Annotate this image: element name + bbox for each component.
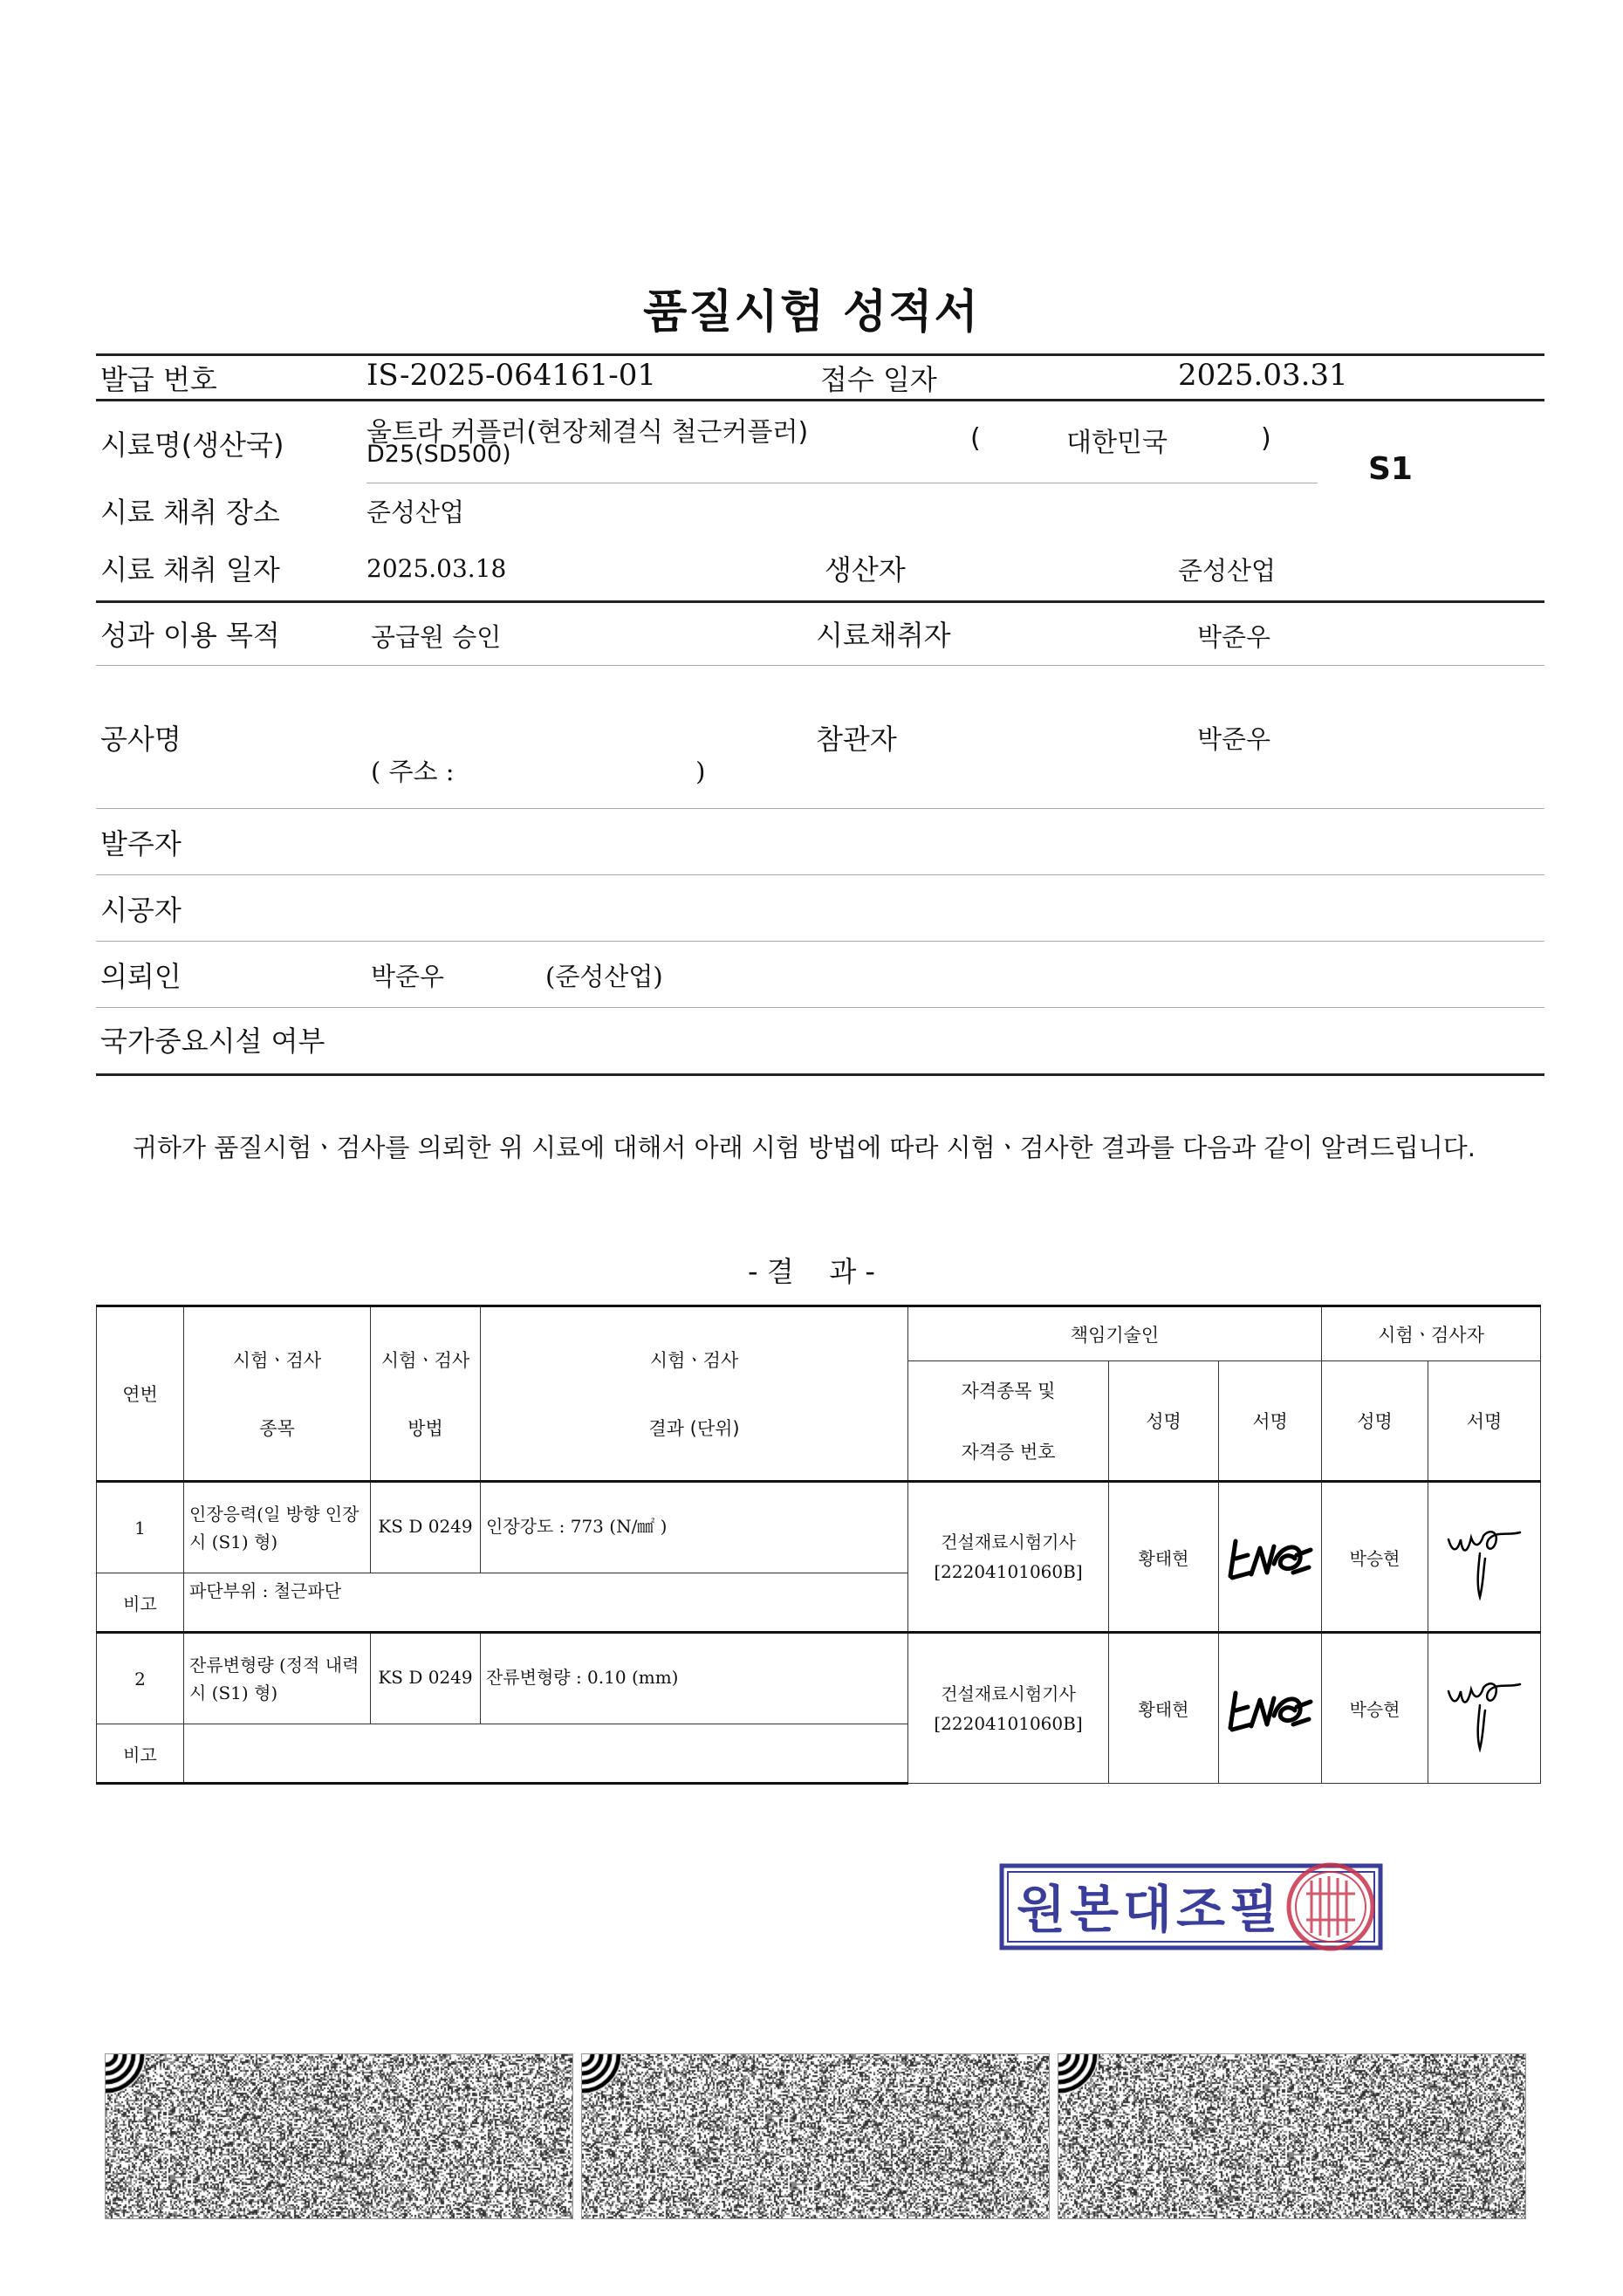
- header-engineer: 책임기술인: [908, 1306, 1322, 1361]
- rule: [96, 808, 1544, 809]
- sampling-date-label: 시료 채취 일자: [100, 553, 280, 586]
- signature-image: [1445, 1513, 1524, 1600]
- rule: [96, 874, 1544, 875]
- country: 대한민국: [1066, 428, 1168, 458]
- rule: [96, 1007, 1544, 1008]
- header-engineer-name: 성명: [1109, 1361, 1219, 1482]
- producer-label: 생산자: [825, 553, 906, 586]
- original-copy-stamp: [999, 1859, 1383, 1955]
- sampling-place-label: 시료 채취 장소: [100, 496, 280, 529]
- pattern-canvas: [1058, 2054, 1525, 2218]
- signature-image: [1445, 1665, 1524, 1752]
- row-item: 잔류변형량 (정적 내력시 (S1) 형): [184, 1633, 371, 1724]
- sampler: 박준우: [1197, 622, 1271, 652]
- sampler-label: 시료채취자: [816, 619, 951, 652]
- encoded-pattern: [581, 2053, 1050, 2219]
- signature-image: [1225, 1681, 1316, 1737]
- remark-label: 비고: [97, 1724, 184, 1784]
- encoded-pattern: [105, 2053, 573, 2219]
- engineer-signature: [1219, 1633, 1322, 1784]
- row-tester-name: 박승현: [1322, 1633, 1428, 1784]
- row-result: 인장강도 : 773 (N/㎟ ): [481, 1482, 908, 1573]
- tester-signature: [1428, 1633, 1541, 1784]
- producer: 준성산업: [1178, 556, 1277, 586]
- document-title: 품질시험 성적서: [643, 286, 980, 339]
- row-tester-name: 박승현: [1322, 1482, 1428, 1633]
- paren-open: (: [970, 423, 981, 454]
- result-title: - 결 과 -: [748, 1255, 875, 1288]
- row-remark: [184, 1724, 908, 1784]
- header-qualification: 자격종목 및 자격증 번호: [908, 1361, 1109, 1482]
- sampling-date: 2025.03.18: [366, 554, 507, 583]
- row-remark: 파단부위 : 철근파단: [184, 1573, 908, 1633]
- pattern-canvas: [582, 2054, 1049, 2218]
- header-item: 시험ㆍ검사 종목: [184, 1306, 371, 1482]
- paren-close: ): [1261, 423, 1271, 454]
- rule: [96, 353, 1544, 356]
- stamp-icon: [999, 1859, 1383, 1955]
- encoded-pattern: [1058, 2053, 1526, 2219]
- header-method: 시험ㆍ검사 방법: [371, 1306, 481, 1482]
- row-item: 인장응력(일 방향 인장 시 (S1) 형): [184, 1482, 371, 1573]
- row-method: KS D 0249: [371, 1633, 481, 1724]
- contractor-label: 시공자: [100, 894, 181, 927]
- row-qualification: 건설재료시험기사 [22204101060B]: [908, 1633, 1109, 1784]
- remark-label: 비고: [97, 1573, 184, 1633]
- witness: 박준우: [1197, 724, 1271, 754]
- receipt-date-label: 접수 일자: [820, 363, 937, 396]
- stamp-text: 원본대조필: [1017, 1880, 1278, 1939]
- sample-code: S1: [1368, 451, 1413, 487]
- header-result: 시험ㆍ검사 결과 (단위): [481, 1306, 908, 1482]
- address: ( 주소 : ): [371, 757, 706, 786]
- header-tester-sign: 서명: [1428, 1361, 1541, 1482]
- engineer-signature: [1219, 1482, 1322, 1633]
- rule: [96, 941, 1544, 942]
- rule: [96, 399, 1544, 401]
- purpose-label: 성과 이용 목적: [100, 619, 280, 652]
- client-label: 의뢰인: [100, 960, 181, 993]
- rule: [96, 1073, 1544, 1076]
- intro-paragraph: 귀하가 품질시험ㆍ검사를 의뢰한 위 시료에 대해서 아래 시험 방법에 따라 시험ㆍ검사한 결과를 다음과 같이 알려드립니다.: [133, 1133, 1476, 1162]
- row-result: 잔류변형량 : 0.10 (mm): [481, 1633, 908, 1724]
- row-no: 2: [97, 1633, 184, 1724]
- signature-image: [1225, 1529, 1316, 1585]
- tester-signature: [1428, 1482, 1541, 1633]
- row-no: 1: [97, 1482, 184, 1573]
- results-table: [96, 1305, 1541, 1785]
- sample-name-line1: 울트라 커플러(현장체결식 철근커플러): [366, 417, 809, 448]
- client: 박준우: [371, 962, 445, 991]
- sampling-place: 준성산업: [366, 497, 465, 527]
- header-engineer-sign: 서명: [1219, 1361, 1322, 1482]
- header-tester: 시험ㆍ검사자: [1322, 1306, 1541, 1361]
- sample-name-label: 시료명(생산국): [100, 428, 284, 462]
- row-method: KS D 0249: [371, 1482, 481, 1573]
- project-label: 공사명: [100, 723, 181, 756]
- rule: [96, 665, 1544, 666]
- pattern-canvas: [106, 2054, 572, 2218]
- row-qualification: 건설재료시험기사 [22204101060B]: [908, 1482, 1109, 1633]
- sample-name-line2: D25(SD500): [366, 441, 511, 468]
- client-company: (준성산업): [545, 962, 663, 991]
- issue-no: IS-2025-064161-01: [366, 358, 657, 393]
- row-engineer-name: 황태현: [1109, 1482, 1219, 1633]
- national-facility-label: 국가중요시설 여부: [100, 1025, 325, 1058]
- orderer-label: 발주자: [100, 827, 181, 860]
- purpose: 공급원 승인: [371, 622, 502, 652]
- issue-no-label: 발급 번호: [100, 363, 217, 396]
- receipt-date: 2025.03.31: [1178, 358, 1348, 393]
- row-engineer-name: 황태현: [1109, 1633, 1219, 1784]
- header-tester-name: 성명: [1322, 1361, 1428, 1482]
- witness-label: 참관자: [816, 723, 897, 756]
- header-no: 연번: [97, 1306, 184, 1482]
- rule: [96, 600, 1544, 603]
